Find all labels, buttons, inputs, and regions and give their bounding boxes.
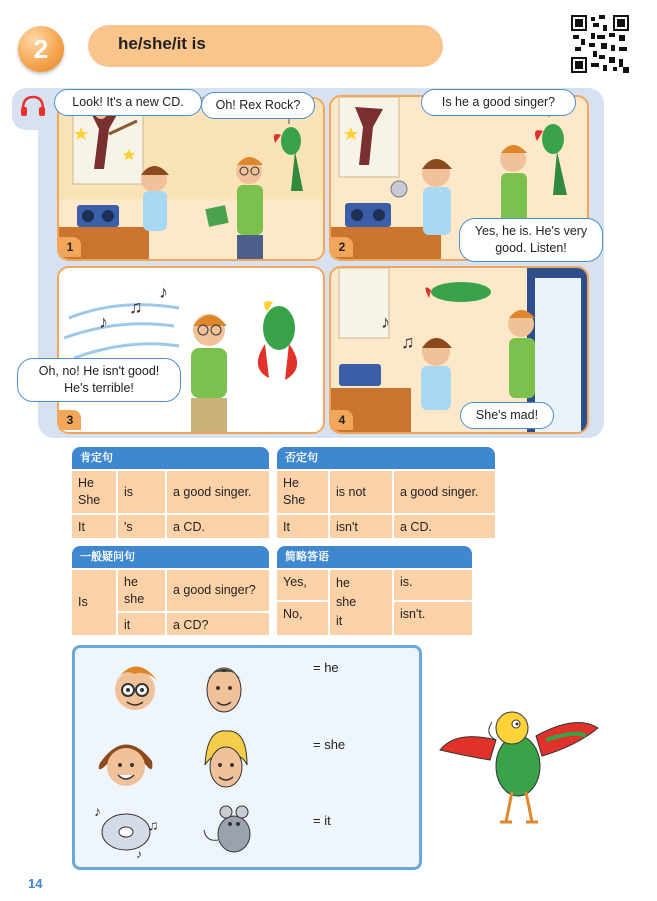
complement-cell: a CD.: [167, 515, 269, 538]
svg-text:♪: ♪: [136, 847, 142, 860]
panel-number: 2: [331, 237, 353, 257]
qr-code-icon[interactable]: [571, 15, 629, 73]
positive-verb-cell: is.: [394, 570, 472, 600]
speech-bubble: Oh, no! He isn't good! He's terrible!: [17, 358, 181, 402]
svg-text:♪: ♪: [94, 803, 101, 819]
pronoun-cell: it: [118, 613, 165, 635]
complement-cell: a good singer?: [167, 570, 269, 611]
man-face-icon: [195, 652, 253, 722]
speech-bubble: Yes, he is. He's very good. Listen!: [459, 218, 603, 262]
svg-text:♪: ♪: [99, 312, 108, 332]
pronoun-cell: He She: [72, 471, 116, 513]
pronoun-cell: He She: [277, 471, 328, 513]
complement-cell: a CD?: [167, 613, 269, 635]
no-cell: No,: [277, 602, 328, 635]
pronoun-cell: It: [277, 515, 328, 538]
verb-cell: is not: [330, 471, 392, 513]
svg-text:♫: ♫: [129, 297, 143, 317]
short-answers-heading: 简略答语: [277, 546, 472, 568]
she-label: = she: [313, 737, 346, 752]
pronoun-cell: he she it: [330, 570, 392, 635]
verb-cell: 's: [118, 515, 165, 538]
panel-3-illustration: [59, 268, 323, 432]
comic-panel-1: [57, 97, 325, 261]
woman-face-icon: [197, 725, 255, 795]
comic-panel-3: [57, 266, 325, 434]
parrot-illustration: [436, 700, 602, 832]
it-label: = it: [313, 813, 331, 828]
panel-1-illustration: [59, 99, 323, 259]
svg-text:♫: ♫: [148, 817, 159, 833]
complement-cell: a good singer.: [394, 471, 495, 513]
headphones-icon[interactable]: [20, 95, 46, 117]
girl-face-icon: [90, 725, 160, 795]
lesson-number: 2: [33, 34, 49, 64]
boy-face-icon: [105, 652, 165, 722]
complement-cell: a good singer.: [167, 471, 269, 513]
page-title: he/she/it is: [118, 34, 206, 53]
mouse-icon: [200, 800, 264, 858]
pronoun-cell: he she: [118, 570, 165, 611]
panel-number: 4: [331, 410, 353, 430]
verb-cell: is: [118, 471, 165, 513]
negative-heading: 否定句: [277, 447, 495, 469]
cd-disc-icon: [92, 800, 162, 860]
speech-bubble: Oh! Rex Rock?: [201, 92, 315, 119]
pronoun-cell: It: [72, 515, 116, 538]
speech-bubble: Look! It's a new CD.: [54, 89, 202, 116]
page-number: 14: [28, 876, 43, 891]
he-label: = he: [313, 660, 339, 675]
verb-cell: Is: [72, 570, 116, 635]
panel-number: 3: [59, 410, 81, 430]
svg-text:♪: ♪: [381, 312, 390, 332]
negative-verb-cell: isn't.: [394, 602, 472, 635]
complement-cell: a CD.: [394, 515, 495, 538]
panel-number: 1: [59, 237, 81, 257]
speech-bubble: Is he a good singer?: [421, 89, 576, 116]
affirmative-heading: 肯定句: [72, 447, 269, 469]
yes-cell: Yes,: [277, 570, 328, 600]
svg-text:♪: ♪: [159, 282, 168, 302]
svg-text:♫: ♫: [401, 332, 415, 352]
speech-bubble: She's mad!: [460, 402, 554, 429]
verb-cell: isn't: [330, 515, 392, 538]
question-heading: 一般疑问句: [72, 546, 269, 568]
